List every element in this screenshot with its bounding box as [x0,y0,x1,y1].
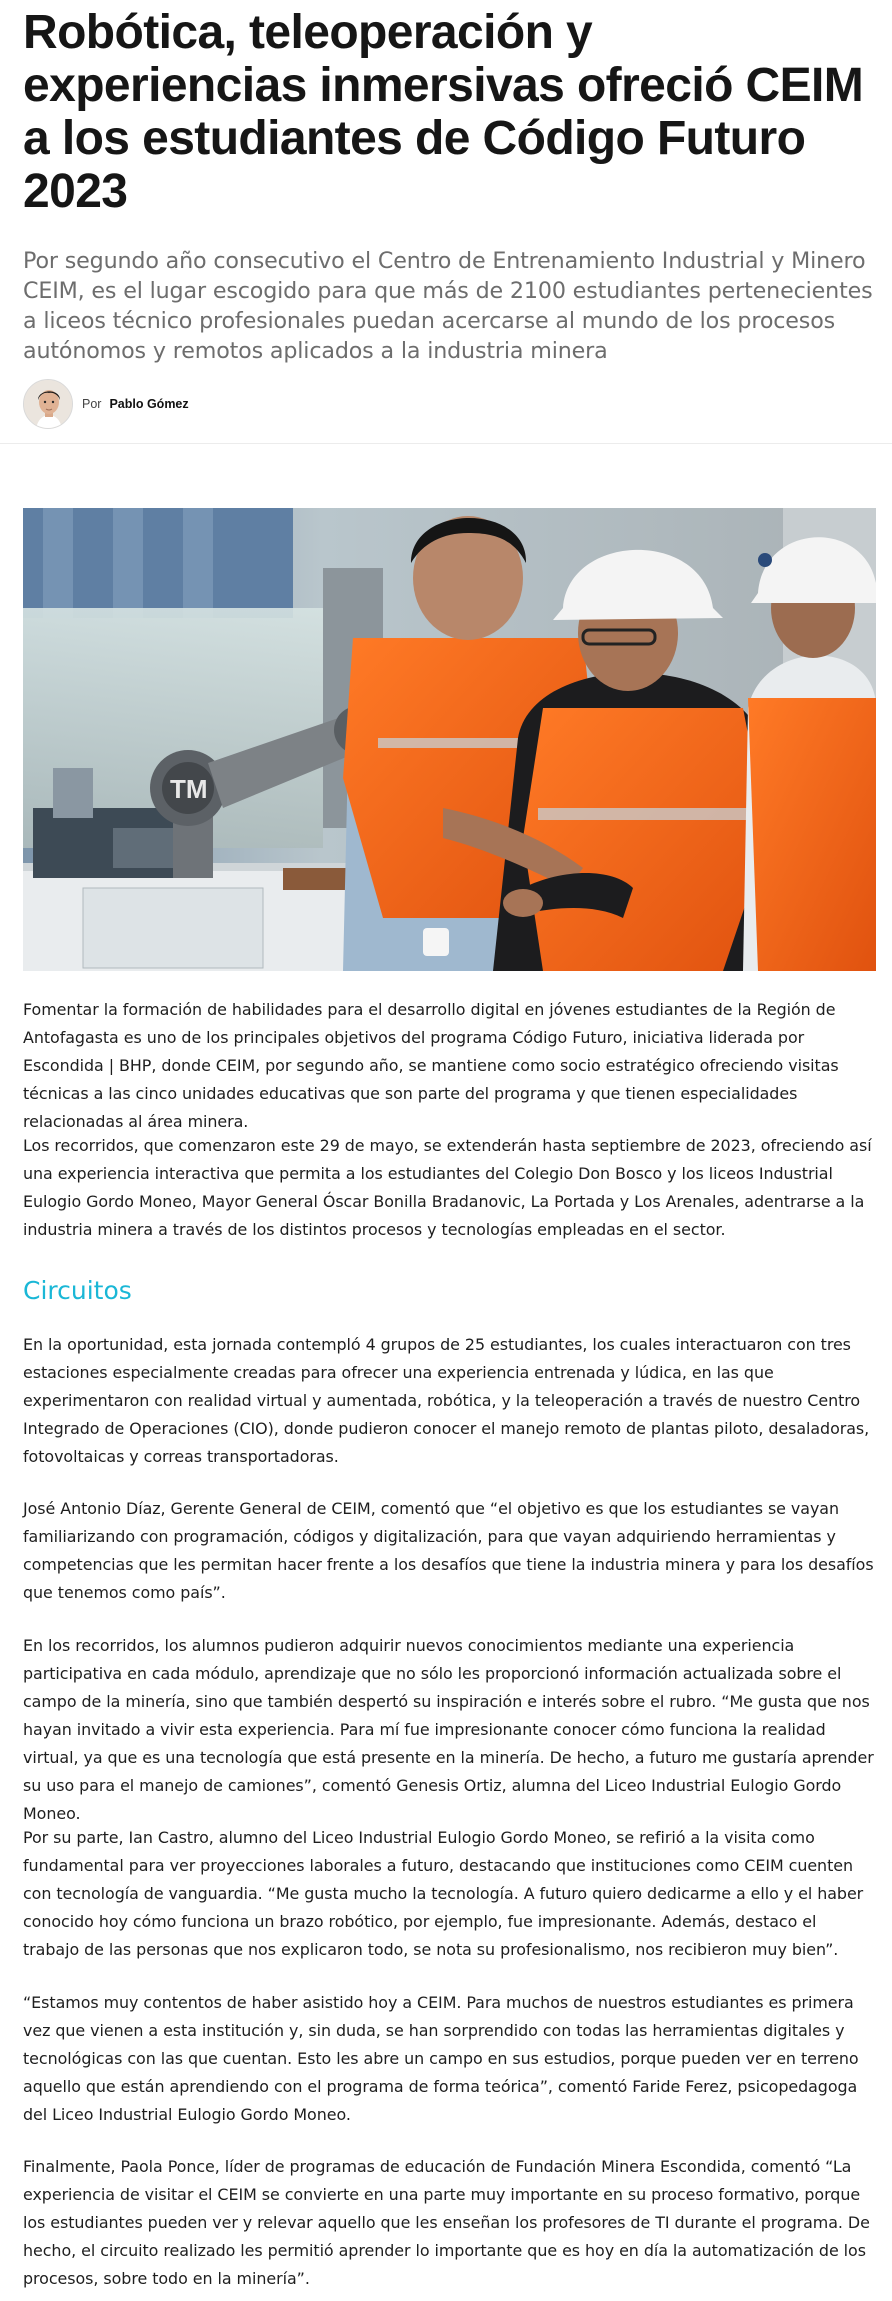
article-paragraph: Finalmente, Paola Ponce, líder de programas de educación de Fundación Minera Escondida, comentó “La experiencia de visitar el CEIM se convierte en una parte muy importante en su proceso formativo, porque los estudiantes pueden ver y relevar aquello que les enseñan los profesores de TI durante el programa. De hecho, el circuito realizado les permitió aprender lo importante que es hoy en día la automatización de los procesos, sobre todo en la minería”. [23,2157,870,2288]
byline-label: Por [82,397,102,411]
header-divider [0,443,892,444]
article-paragraph: En los recorridos, los alumnos pudieron adquirir nuevos conocimientos mediante una experiencia participativa en cada módulo, aprendizaje que no sólo les proporcionó información actualizada sobre el campo de la minería, sino que también despertó su inspiración e interés sobre el rubro. “Me gusta que nos hayan invitado a vivir esta experiencia. Para mí fue impresionante conocer cómo funciona la realidad virtual, ya que es una tecnología que está presente en la minería. De hecho, a futuro me gustaría aprender su uso para el manejo de camiones”, comentó Genesis Ortiz, alumna del Liceo Industrial Eulogio Gordo Moneo. [23,1636,874,1823]
article-paragraph: “Estamos muy contentos de haber asistido hoy a CEIM. Para muchos de nuestros estudiantes es primera vez que vienen a esta institución y, sin duda, se han sorprendido con todas las herramientas digitales y tecnológicas con las que cuentan. Esto les abre un campo en sus estudios, porque pueden ver en terreno aquello que están aprendiendo con el programa de forma teórica”, comentó Faride Ferez, psicopedagoga del Liceo Industrial Eulogio Gordo Moneo. [23,1993,859,2124]
author-name-link[interactable]: Pablo Gómez [109,397,189,411]
hero-photo [23,508,876,971]
byline [23,378,189,430]
article-paragraph: Por su parte, Ian Castro, alumno del Liceo Industrial Eulogio Gordo Moneo, se refirió a la visita como fundamental para ver proyecciones laborales a futuro, destacando que instituciones como CEIM cuenten con tecnología de vanguardia. “Me gusta mucho la tecnología. A futuro quiero dedicarme a ello y el haber conocido hoy cómo funciona un brazo robótico, por ejemplo, fue impresionante. Además, destaco el trabajo de las personas que nos explicaron todo, se nota su profesionalismo, nos recibieron muy bien”. [23,1828,864,1959]
article-paragraph: En la oportunidad, esta jornada contempló 4 grupos de 25 estudiantes, los cuales interactuaron con tres estaciones especialmente creadas para ofrecer una experiencia entrenada y lúdica, en las que experimentaron con realidad virtual y aumentada, robótica, y la teleoperación a través de nuestro Centro Integrado de Operaciones (CIO), donde pudieron conocer el manejo remoto de plantas piloto, desaladoras, fotovoltaicas y correas transportadoras. [23,1335,870,1466]
section-heading: Circuitos [23,1276,132,1305]
article-paragraph: Los recorridos, que comenzaron este 29 de mayo, se extenderán hasta septiembre de 2023, ofreciendo así una experiencia interactiva que permita a los estudiantes del Colegio Don Bosco y los liceos Industrial Eulogio Gordo Moneo, Mayor General Óscar Bonilla Bradanovic, La Portada y Los Arenales, adentrarse a la industria minera a través de los distintos procesos y tecnologías empleadas en el sector. [23,1136,872,1239]
article-paragraph: José Antonio Díaz, Gerente General de CEIM, comentó que “el objetivo es que los estudiantes se vayan familiarizando con programación, códigos y digitalización, para que vayan adquiriendo herramientas y competencias que les permitan hacer frente a los desafíos que tiene la industria minera y para los desafíos que tenemos como país”. [23,1499,874,1602]
author-avatar-icon[interactable] [23,379,73,429]
robot-logo-text: TM [170,774,208,804]
article-lead: Por segundo año consecutivo el Centro de Entrenamiento Industrial y Minero CEIM, es el lugar escogido para que más de 2100 estudiantes pertenecientes a liceos técnico profesionales puedan acercarse al mundo de los procesos autónomos y remotos aplicados a la industria minera [23,248,873,364]
article-headline: Robótica, teleoperación y experiencias inmersivas ofreció CEIM a los estudiantes de Código Futuro 2023 [23,6,864,218]
hero-photo-illustration [23,508,876,971]
article-paragraph: Fomentar la formación de habilidades para el desarrollo digital en jóvenes estudiantes de la Región de Antofagasta es uno de los principales objetivos del programa Código Futuro, iniciativa liderada por Escondida | BHP, donde CEIM, por segundo año, se mantiene como socio estratégico ofreciendo visitas técnicas a las cinco unidades educativas que son parte del programa y que tienen especialidades relacionadas al área minera. [23,1000,839,1131]
